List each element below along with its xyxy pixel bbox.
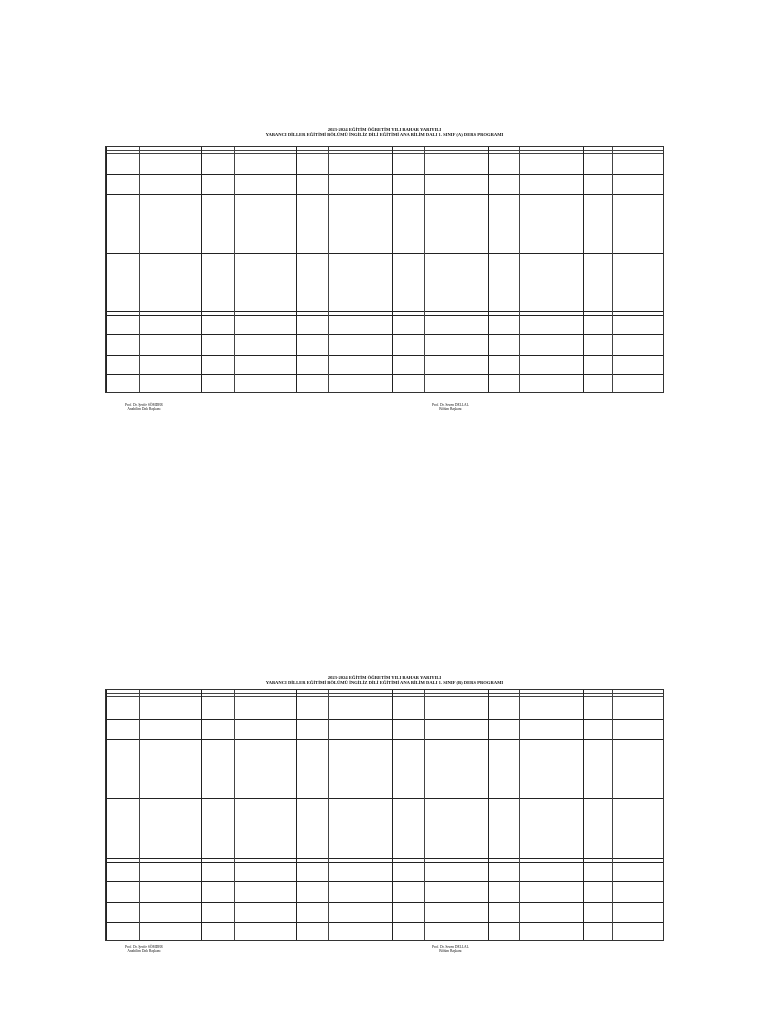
signature-left-a: [125, 403, 163, 412]
signature-title: Anabilim Dalı Başkanı: [127, 407, 161, 412]
schedule-title-line2: YABANCI DİLLER EĞİTİMİ BÖLÜMÜ İNGİLİZ DİLİ EĞİTİMİ ANA BİLİM DALI 1. SINIF (B) DERS PROGRAMI: [265, 680, 504, 686]
signature-right-b: [432, 945, 469, 954]
signature-right-a: [432, 403, 469, 412]
schedule-page-a: [105, 127, 664, 138]
signature-title: Bölüm Başkanı: [439, 407, 462, 412]
signature-title: Anabilim Dalı Başkanı: [127, 949, 161, 954]
signature-name: Prof. Dr. Şerife SÖMDER: [125, 403, 163, 407]
schedule-page-b: [105, 675, 664, 686]
timetable-grid-a: [105, 146, 664, 393]
signature-name: Prof. Dr. Sezen DELLAL: [432, 945, 469, 949]
schedule-title-line1: 2023-2024 EĞİTİM ÖĞRETİM YILI BAHAR YARIYILI: [327, 675, 442, 680]
signature-left-b: [125, 945, 163, 954]
signature-title: Bölüm Başkanı: [439, 949, 462, 954]
signature-name: Prof. Dr. Sezen DELLAL: [432, 403, 469, 407]
signature-name: Prof. Dr. Şerife SÖMDER: [125, 945, 163, 949]
schedule-title-line1: 2023-2024 EĞİTİM ÖĞRETİM YILI BAHAR YARIYILI: [327, 127, 442, 132]
timetable-grid-b: [105, 689, 664, 941]
schedule-title-line2: YABANCI DİLLER EĞİTİMİ BÖLÜMÜ İNGİLİZ DİLİ EĞİTİMİ ANA BİLİM DALI 1. SINIF (A) DERS PROGRAMI: [265, 132, 504, 138]
